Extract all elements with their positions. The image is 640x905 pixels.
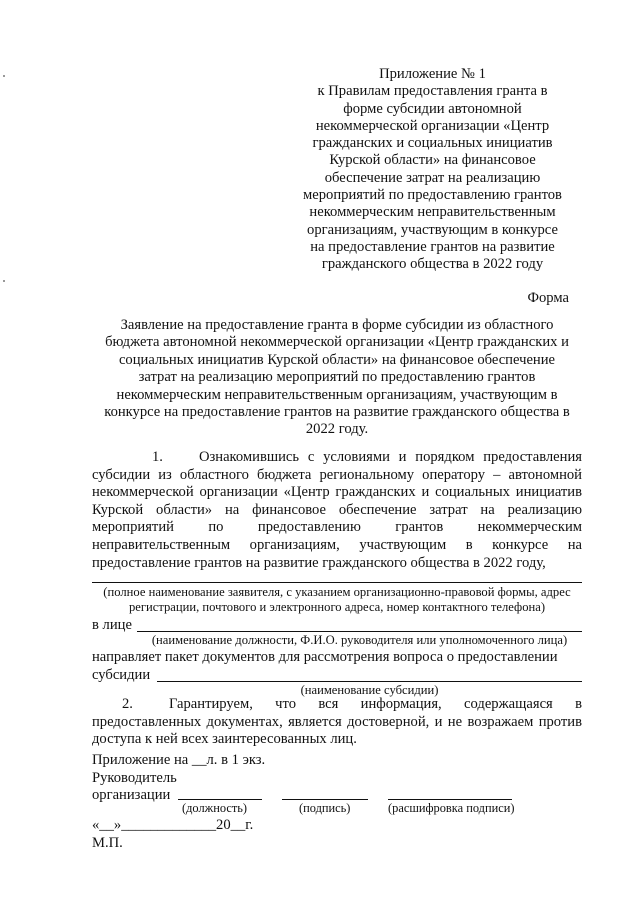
- appendix-line: к Правилам предоставления гранта в: [317, 83, 548, 100]
- signature-decode-field[interactable]: [388, 799, 512, 800]
- statement-line: некоммерческим неправительственным организациям, участвующим в: [116, 386, 558, 403]
- appendix-header: [290, 66, 575, 274]
- attachment-text: Приложение на __л. в 1 экз.: [92, 752, 266, 768]
- statement-line: конкурсе на предоставление грантов на развитие гражданского общества в: [104, 404, 570, 421]
- subsidy-name-field[interactable]: [157, 681, 582, 682]
- paragraph-1-text: Ознакомившись с условиями и порядком предоставления субсидии из областного бюджета региональному оператору – автономной некоммерческой организации «Центр гражданских и социальных инициатив Курской области» на финансовое обеспечение затрат на реализацию мероприятий по предоставлению грантов некоммерческим неправительственным организациям, участвующим в конкурсе на предоставление грантов на развитие гражданского общества в 2022 году,: [92, 449, 582, 571]
- representative-caption: (наименование должности, Ф.И.О. руководителя или уполномоченного лица): [151, 633, 568, 647]
- signature-field[interactable]: [282, 799, 368, 800]
- subsidy-caption: (наименование субсидии): [300, 683, 439, 697]
- appendix-line: гражданских и социальных инициатив: [312, 135, 553, 152]
- applicant-caption: [92, 585, 582, 615]
- applicant-caption-line: (полное наименование заявителя, с указанием организационно-правовой формы, адрес: [103, 585, 571, 599]
- form-label: Форма: [527, 290, 569, 306]
- appendix-line: организациям, участвующим в конкурсе: [307, 221, 558, 238]
- decode-caption: (расшифровка подписи): [388, 801, 515, 815]
- statement-line: социальных инициатив Курской области» на финансовое обеспечение: [118, 351, 556, 368]
- appendix-line: мероприятий по предоставлению грантов: [303, 187, 562, 204]
- position-caption: (должность): [182, 801, 248, 815]
- appendix-line: Курской области» на финансовое: [329, 152, 536, 169]
- paragraph-1: [92, 449, 582, 572]
- representative-field[interactable]: [137, 631, 582, 632]
- applicant-caption-line: регистрации, почтового и электронного адреса, номер контактного телефона): [128, 600, 546, 614]
- paragraph-2-number: 2.: [122, 696, 133, 712]
- sign-caption: (подпись): [299, 801, 351, 815]
- scan-mark: [3, 75, 5, 77]
- position-field[interactable]: [178, 799, 262, 800]
- appendix-line: некоммерческим неправительственным: [309, 204, 556, 221]
- scan-mark: [3, 280, 5, 282]
- appendix-line: форме субсидии автономной: [343, 100, 522, 117]
- statement-line: Заявление на предоставление гранта в форме субсидии из областного: [120, 317, 554, 333]
- subsidy-label: субсидии: [92, 667, 151, 683]
- appendix-line: Приложение № 1: [379, 66, 486, 82]
- statement-line: бюджета автономной некоммерческой организации «Центр гражданских и: [105, 334, 569, 351]
- applicant-name-field[interactable]: [92, 582, 582, 583]
- represented-by-label: в лице: [92, 617, 132, 633]
- paragraph-2-text: Гарантируем, что вся информация, содержащаяся в предоставленных документах, является достоверной, и не возражаем против доступа к ней всех заинтересованных лиц.: [92, 696, 582, 748]
- appendix-line: на предоставление грантов на развитие: [310, 238, 555, 255]
- appendix-line: обеспечение затрат на реализацию: [324, 169, 541, 186]
- stamp-label: М.П.: [92, 835, 123, 851]
- appendix-line: некоммерческой организации «Центр: [315, 117, 550, 134]
- date-line[interactable]: «__»_____________20__г.: [92, 817, 254, 833]
- statement-title: [92, 317, 582, 439]
- sends-text: направляет пакет документов для рассмотрения вопроса о предоставлении: [92, 649, 558, 665]
- head-label: Руководитель: [92, 770, 177, 786]
- paragraph-2: [92, 696, 582, 749]
- appendix-line: гражданского общества в 2022 году: [321, 256, 544, 273]
- org-label: организации: [92, 787, 171, 803]
- paragraph-1-number: 1.: [152, 449, 163, 465]
- statement-line: затрат на реализацию мероприятий по предоставлению грантов: [138, 369, 536, 386]
- statement-line: 2022 году.: [305, 421, 369, 438]
